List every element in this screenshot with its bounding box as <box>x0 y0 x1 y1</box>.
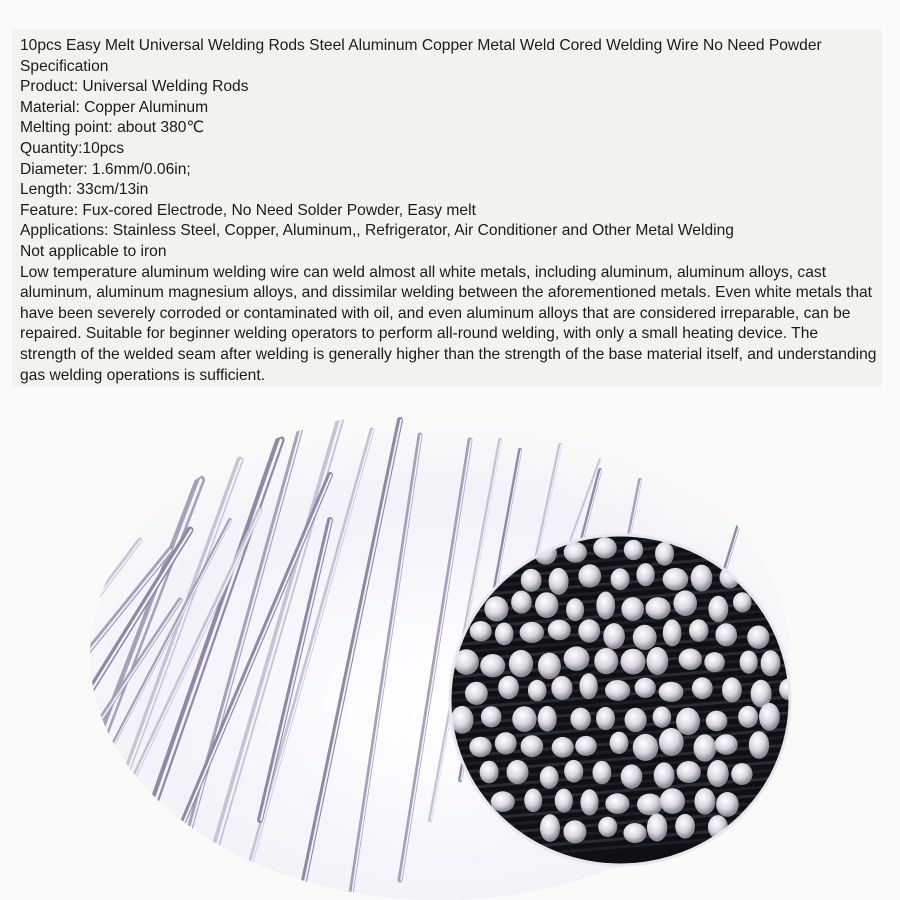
rod-end-cap <box>740 651 758 674</box>
rod-end-cap <box>675 814 695 839</box>
rod-end-cap <box>605 793 629 814</box>
rod-end-cap <box>655 542 674 566</box>
rod-end-cap <box>707 760 729 787</box>
rod-end-cap <box>580 789 598 815</box>
rod-end-cap <box>596 707 615 730</box>
rod-end-cap <box>654 762 675 788</box>
rod-end-cap <box>610 732 629 754</box>
rod-end-cap <box>593 537 616 558</box>
rod-end-cap <box>495 732 517 754</box>
rod-end-cap <box>548 620 571 641</box>
rod-end-cap <box>716 792 739 817</box>
rod-end-cap <box>481 706 502 727</box>
rod-end-cap <box>715 623 737 646</box>
rod-end-cap <box>480 654 505 677</box>
specification-panel <box>12 30 882 386</box>
rod-end-cap <box>470 621 492 641</box>
rod-end-cap <box>511 591 532 614</box>
rod-end-cap <box>549 568 569 595</box>
spec-not-applicable: Not applicable to iron <box>20 242 167 260</box>
rod-end-cap <box>495 623 514 646</box>
rod-end-cap <box>507 760 529 784</box>
rod-end-cap <box>480 761 499 784</box>
rod-end-cap <box>621 764 643 788</box>
rod-end-cap <box>596 592 615 620</box>
rod-end-cap <box>564 646 590 670</box>
rod-end-cap <box>528 680 547 701</box>
rod-end-cap <box>663 568 689 591</box>
rod-end-cap <box>759 703 780 731</box>
rod-end-cap <box>469 737 491 757</box>
rod-end-cap <box>645 597 670 619</box>
rod-end-cap <box>704 652 725 672</box>
rod-end-cap <box>564 760 583 783</box>
rod-end-cap <box>598 817 617 837</box>
rod-end-cap <box>633 625 657 650</box>
rod-end-cap <box>566 598 584 621</box>
rod-end-cap <box>593 761 612 784</box>
rod-end-cap <box>715 734 738 755</box>
rod-end-cap <box>552 737 574 758</box>
spec-material: Material: Copper Aluminum <box>20 98 209 116</box>
rod-end-cap <box>555 789 573 813</box>
rod-end-cap <box>689 619 708 641</box>
rod-end-cap <box>611 568 630 590</box>
rod-end-cap <box>633 734 659 761</box>
rod-end-cap <box>694 734 717 761</box>
rod-end-cap <box>491 791 515 812</box>
specification-heading: Specification <box>20 57 109 75</box>
rod-end-cap <box>570 708 591 731</box>
rod-end-cap <box>578 564 601 587</box>
rod-end-cap <box>653 707 672 728</box>
spec-length: Length: 33cm/13in <box>20 181 149 199</box>
rod-end-cap <box>660 788 685 814</box>
rod-end-cap <box>749 731 769 759</box>
spec-diameter: Diameter: 1.6mm/0.06in; <box>20 160 191 178</box>
rod-end-cap <box>673 590 697 616</box>
rod-end-cap <box>578 619 600 642</box>
rod-end-cap <box>625 708 647 732</box>
rod-end-cap <box>521 735 544 757</box>
rod-end-cap <box>594 648 618 674</box>
rod-end-cap <box>733 592 752 612</box>
rod-end-cap <box>512 706 536 732</box>
rod-end-cap <box>659 682 684 702</box>
rod-end-cap <box>621 649 646 675</box>
rod-end-cap <box>722 677 742 702</box>
rod-end-cap <box>663 619 682 646</box>
rod-end-cap <box>747 626 769 649</box>
rod-end-cap <box>520 622 544 643</box>
rod-end-cap <box>635 678 656 698</box>
spec-feature: Feature: Fux-cored Electrode, No Need Solder Powder, Easy melt <box>20 201 476 219</box>
rod-end-cap <box>579 673 597 699</box>
rod-end-cap <box>535 592 558 618</box>
rod-end-cap <box>692 677 713 699</box>
product-title: 10pcs Easy Melt Universal Welding Rods Steel Aluminum Copper Metal Weld Cored Welding Wire No Need Powder <box>20 37 822 54</box>
spec-applications: Applications: Stainless Steel, Copper, Aluminum,, Refrigerator, Air Conditioner and Other Metal Welding <box>20 222 734 240</box>
rod-end-cap <box>521 569 542 592</box>
rod-end-cap <box>538 706 557 732</box>
rod-end-cap <box>676 708 700 735</box>
rod-end-cap <box>465 682 488 705</box>
rod-end-cap <box>603 623 625 649</box>
rod-end-cap <box>708 596 728 623</box>
rod-end-cap <box>605 680 630 701</box>
spec-product: Product: Universal Welding Rods <box>20 78 249 96</box>
rod-end-cap <box>621 597 644 621</box>
rod-end-cap <box>677 761 701 783</box>
rod-end-cap <box>564 542 587 563</box>
rod-end-cap <box>659 728 684 756</box>
rod-end-cap <box>538 653 561 680</box>
rod-end-cap <box>623 823 646 843</box>
rod-end-cap <box>540 814 560 842</box>
rod-end-cap <box>563 820 586 843</box>
rod-end-cap <box>731 763 752 785</box>
rod-end-cap <box>509 650 533 677</box>
rod-end-cap <box>484 596 508 621</box>
rod-end-cap <box>691 565 713 592</box>
rod-end-cap <box>738 706 758 728</box>
rod-end-cap <box>647 647 669 675</box>
rod-end-cap <box>637 794 662 816</box>
rod-end-cap <box>575 736 597 756</box>
rod-end-cap <box>761 650 781 676</box>
spec-quantity: Quantity:10pcs <box>20 139 125 157</box>
spec-melting-point: Melting point: about 380℃ <box>20 119 204 137</box>
rod-end-cap <box>636 563 654 586</box>
rod-end-cap <box>647 814 667 842</box>
welding-rods-photo <box>0 400 900 900</box>
rod-end-cap <box>679 649 702 670</box>
rod-end-cap <box>551 676 572 700</box>
rod-end-cap <box>624 540 643 560</box>
rod-end-cap <box>540 766 559 789</box>
rod-end-cap <box>706 711 728 732</box>
product-description: Low temperature aluminum welding wire can weld almost all white metals, including aluminum, aluminum alloys, cast aluminum, aluminum magnesium alloys, and dissimilar welding between the aforementioned metals. Even white metals that have been severely corroded or contaminated with oil, and even aluminum alloys that are considered irreparable, can be repaired. Suitable for beginner welding operators to perform all-round welding, with only a small heating device. The strength of the welded seam after welding is generally higher than the strength of the base material itself, and understanding gas welding operations is sufficient. <box>20 263 877 384</box>
rod-end-cap <box>498 676 519 699</box>
rod-end-cap <box>524 789 542 813</box>
rod-end-cap <box>694 788 715 814</box>
